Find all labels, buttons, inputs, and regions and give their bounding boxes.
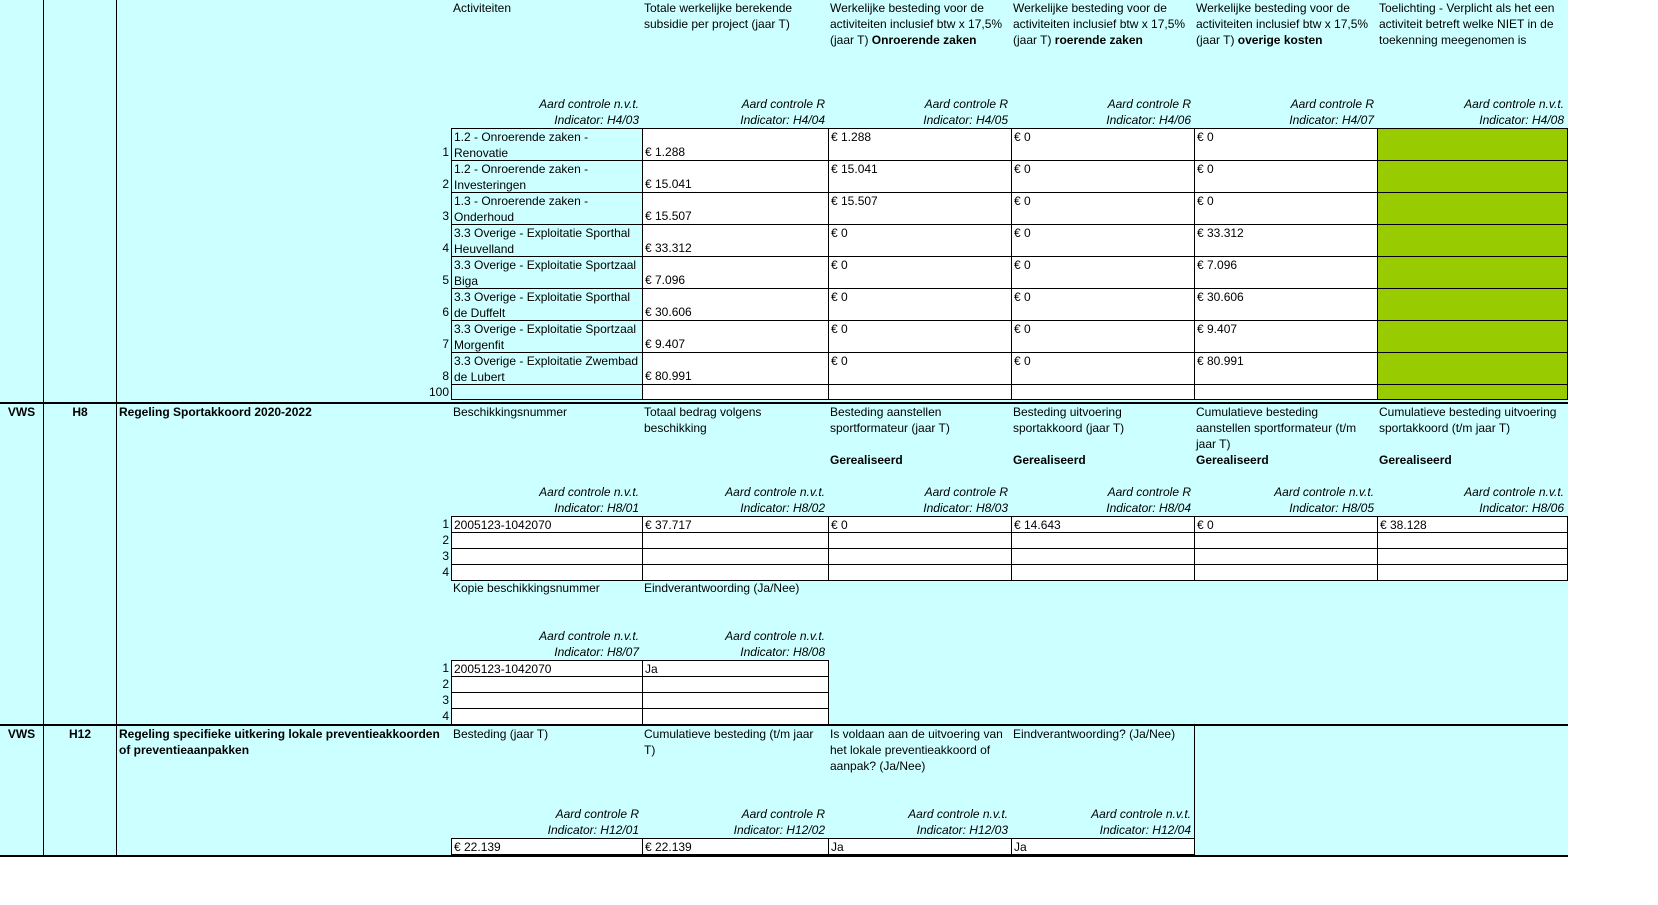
subsidy-cell [642,256,829,289]
indicator-label: Indicator: H8/08 [740,645,825,659]
aard-controle-label: Aard controle R [741,807,825,821]
column-header-emphasis: Onroerende zaken [871,33,977,47]
column-header-emphasis: overige kosten [1237,33,1323,47]
roerend-cell: € 0 [1011,288,1195,321]
column-header-emphasis: Gerealiseerd [830,453,903,467]
data-cell[interactable]: € 22.139 [642,838,829,855]
overige-cell: € 0 [1194,160,1378,193]
toelichting-cell [1377,256,1568,289]
column-header: Totaal bedrag volgens beschikking [644,405,762,435]
row-number: 4 [442,241,449,255]
subsidy-value: € 33.312 [645,241,692,255]
activity-cell: 1.3 - Onroerende zaken - Onderhoud [451,192,643,225]
data-cell[interactable] [828,532,1012,549]
data-cell[interactable]: € 38.128 [1377,516,1568,533]
column-header-emphasis: Gerealiseerd [1196,453,1269,467]
aard-controle-label: Aard controle n.v.t. [1274,485,1374,499]
column-header-emphasis: roerende zaken [1054,33,1143,47]
aard-controle-label: Aard controle n.v.t. [539,629,639,643]
column-header-emphasis: Gerealiseerd [1013,453,1086,467]
column-header-emphasis: Gerealiseerd [1379,453,1452,467]
subsidy-value: € 15.507 [645,209,692,223]
indicator-label: Indicator: H4/04 [740,113,825,127]
data-cell[interactable]: € 0 [828,516,1012,533]
aard-controle-label: Aard controle R [555,807,639,821]
indicator-label: Indicator: H8/01 [554,501,639,515]
toelichting-cell [1377,128,1568,161]
row-number: 8 [442,369,449,383]
empty-cell [1011,384,1195,400]
roerend-cell: € 0 [1011,160,1195,193]
aard-controle-label: Aard controle n.v.t. [539,485,639,499]
data-cell[interactable] [451,532,643,549]
activity-cell: 3.3 Overige - Exploitatie Sportzaal Biga [451,256,643,289]
indicator-label: Indicator: H4/05 [923,113,1008,127]
indicator-label: Indicator: H12/01 [547,823,639,837]
onroerend-cell: € 1.288 [828,128,1012,161]
activity-cell: 3.3 Overige - Exploitatie Sportzaal Morgenfit [451,320,643,353]
column-header [1194,0,1377,96]
empty-cell [1194,384,1378,400]
data-cell[interactable]: 2005123-1042070 [451,516,643,533]
column-header [828,0,1011,96]
data-cell[interactable] [1194,532,1378,549]
toelichting-cell [1377,192,1568,225]
aard-controle-label: Aard controle n.v.t. [1464,485,1564,499]
aard-controle-label: Aard controle R [1107,485,1191,499]
data-cell[interactable] [1377,532,1568,549]
data-cell[interactable] [642,548,829,565]
row-number: 3 [442,693,449,707]
column-header [1011,0,1194,96]
data-cell[interactable] [1011,532,1195,549]
column-header-text: Werkelijke besteding voor de activiteiten inclusief btw x 17,5% (jaar T) [1013,1,1186,47]
subsidy-cell [642,128,829,161]
subsidy-value: € 1.288 [645,145,686,159]
subsidy-cell [642,352,829,385]
data-cell[interactable] [828,548,1012,565]
onroerend-cell: € 15.507 [828,192,1012,225]
data-cell[interactable] [642,532,829,549]
aard-controle-label: Aard controle R [924,485,1008,499]
column-header: Cumulatieve besteding uitvoering sportakkoord (t/m jaar T) [1379,405,1557,435]
sheet-bottom-border [0,855,1568,857]
aard-controle-label: Aard controle R [1107,97,1191,111]
column-header: Besteding (jaar T) [453,727,549,741]
row-number: 2 [442,177,449,191]
column-header: Kopie beschikkingsnummer [453,581,600,595]
toelichting-cell [1377,224,1568,257]
roerend-cell: € 0 [1011,224,1195,257]
onroerend-cell: € 0 [828,352,1012,385]
subsidy-value: € 7.096 [645,273,686,287]
empty-cell [642,384,829,400]
indicator-label: Indicator: H4/07 [1289,113,1374,127]
indicator-label: Indicator: H12/04 [1099,823,1191,837]
row-number: 4 [442,709,449,723]
aard-controle-label: Aard controle R [1290,97,1374,111]
subsidy-cell [642,320,829,353]
roerend-cell: € 0 [1011,320,1195,353]
overige-cell: € 30.606 [1194,288,1378,321]
data-cell[interactable] [642,676,829,693]
row-number: 5 [442,273,449,287]
regulation-title: Regeling specifieke uitkering lokale preventieakkoorden of preventieaanpakken [119,727,440,757]
row-number: 1 [442,517,449,531]
overige-cell: € 7.096 [1194,256,1378,289]
row-number: 6 [442,305,449,319]
onroerend-cell: € 0 [828,224,1012,257]
onroerend-cell: € 0 [828,256,1012,289]
data-cell[interactable] [1377,548,1568,565]
toelichting-cell [1377,352,1568,385]
aard-controle-label: Aard controle n.v.t. [908,807,1008,821]
subsidy-value: € 9.407 [645,337,686,351]
regulation-code: H12 [68,727,91,741]
overige-cell: € 9.407 [1194,320,1378,353]
row-number: 7 [442,337,449,351]
indicator-label: Indicator: H8/07 [554,645,639,659]
column-header-text: Werkelijke besteding voor de activiteiten inclusief btw x 17,5% (jaar T) [830,1,1003,47]
data-cell[interactable] [451,548,643,565]
data-cell[interactable] [1377,564,1568,581]
subsidy-cell [642,288,829,321]
subsidy-cell [642,160,829,193]
subsidy-cell [642,224,829,257]
activity-cell: 1.2 - Onroerende zaken - Investeringen [451,160,643,193]
roerend-cell: € 0 [1011,192,1195,225]
data-cell[interactable] [828,564,1012,581]
data-cell[interactable]: Ja [828,838,1012,855]
data-cell[interactable] [451,708,643,725]
column-header: Eindverantwoording (Ja/Nee) [644,581,800,595]
toelichting-cell [1377,288,1568,321]
indicator-label: Indicator: H8/02 [740,501,825,515]
column-header: Is voldaan aan de uitvoering van het lokale preventieakkoord of aanpak? (Ja/Nee) [830,727,1003,773]
indicator-label: Indicator: H8/06 [1479,501,1564,515]
onroerend-cell: € 0 [828,288,1012,321]
data-cell[interactable] [451,676,643,693]
activity-cell: 3.3 Overige - Exploitatie Sporthal Heuvelland [451,224,643,257]
column-header: Besteding aanstellen sportformateur (jaar T) [830,405,950,435]
row-number: 1 [442,661,449,675]
toelichting-cell [1377,320,1568,353]
aard-controle-label: Aard controle n.v.t. [725,485,825,499]
empty-cell [828,384,1012,400]
data-cell[interactable]: Ja [1011,838,1195,855]
aard-controle-label: Aard controle R [924,97,1008,111]
row-number: 4 [442,565,449,579]
empty-cell [451,384,643,400]
indicator-label: Indicator: H4/08 [1479,113,1564,127]
data-cell[interactable] [1194,564,1378,581]
toelichting-cell [1377,160,1568,193]
indicator-label: Indicator: H4/06 [1106,113,1191,127]
subsidy-value: € 30.606 [645,305,692,319]
data-cell[interactable] [1194,548,1378,565]
indicator-label: Indicator: H8/05 [1289,501,1374,515]
subsidy-cell [642,192,829,225]
aard-controle-label: Aard controle n.v.t. [539,97,639,111]
aard-controle-label: Aard controle R [741,97,825,111]
data-cell[interactable] [642,708,829,725]
row-number: 2 [442,677,449,691]
row-number: 100 [428,385,449,399]
column-header: Cumulatieve besteding aanstellen sportformateur (t/m jaar T) [1196,405,1357,451]
column-header: Activiteiten [453,1,512,15]
indicator-label: Indicator: H8/04 [1106,501,1191,515]
indicator-label: Indicator: H4/03 [554,113,639,127]
aard-controle-label: Aard controle n.v.t. [725,629,825,643]
regulation-title: Regeling Sportakkoord 2020-2022 [119,405,312,419]
activity-cell: 3.3 Overige - Exploitatie Sporthal de Duffelt [451,288,643,321]
indicator-label: Indicator: H12/02 [733,823,825,837]
roerend-cell: € 0 [1011,128,1195,161]
data-cell[interactable]: € 22.139 [451,838,643,855]
data-cell[interactable] [451,692,643,709]
aard-controle-label: Aard controle n.v.t. [1464,97,1564,111]
indicator-label: Indicator: H8/03 [923,501,1008,515]
column-header-text: Werkelijke besteding voor de activiteiten inclusief btw x 17,5% (jaar T) [1196,1,1369,47]
onroerend-cell: € 15.041 [828,160,1012,193]
column-header: Besteding uitvoering sportakkoord (jaar T) [1013,405,1125,435]
row-number: 3 [442,549,449,563]
ministry-label: VWS [7,405,36,419]
column-header: Toelichting - Verplicht als het een activiteit betreft welke NIET in de toekenning meegenomen is [1379,1,1555,47]
overige-cell: € 0 [1194,192,1378,225]
roerend-cell: € 0 [1011,256,1195,289]
indicator-label: Indicator: H12/03 [916,823,1008,837]
data-cell[interactable] [642,564,829,581]
activity-cell: 3.3 Overige - Exploitatie Zwembad de Lubert [451,352,643,385]
column-header: Eindverantwoording? (Ja/Nee) [1013,727,1176,741]
onroerend-cell: € 0 [828,320,1012,353]
roerend-cell: € 0 [1011,352,1195,385]
gridline [1194,726,1195,856]
subsidy-value: € 80.991 [645,369,692,383]
data-cell[interactable] [1011,564,1195,581]
overige-cell: € 80.991 [1194,352,1378,385]
data-cell[interactable] [451,564,643,581]
empty-cell [1377,384,1568,400]
column-header: Totale werkelijke berekende subsidie per project (jaar T) [644,1,793,31]
activity-cell: 1.2 - Onroerende zaken - Renovatie [451,128,643,161]
ministry-label: VWS [7,727,36,741]
data-cell[interactable]: Ja [642,660,829,677]
data-cell[interactable]: 2005123-1042070 [451,660,643,677]
subsidy-value: € 15.041 [645,177,692,191]
column-header: Beschikkingsnummer [453,405,568,419]
data-cell[interactable]: € 0 [1194,516,1378,533]
aard-controle-label: Aard controle n.v.t. [1091,807,1191,821]
data-cell[interactable]: € 14.643 [1011,516,1195,533]
data-cell[interactable]: € 37.717 [642,516,829,533]
column-header: Cumulatieve besteding (t/m jaar T) [644,727,814,757]
overige-cell: € 33.312 [1194,224,1378,257]
row-number: 2 [442,533,449,547]
overige-cell: € 0 [1194,128,1378,161]
regulation-code: H8 [72,405,88,419]
row-number: 3 [442,209,449,223]
row-number: 1 [442,145,449,159]
data-cell[interactable] [642,692,829,709]
data-cell[interactable] [1011,548,1195,565]
